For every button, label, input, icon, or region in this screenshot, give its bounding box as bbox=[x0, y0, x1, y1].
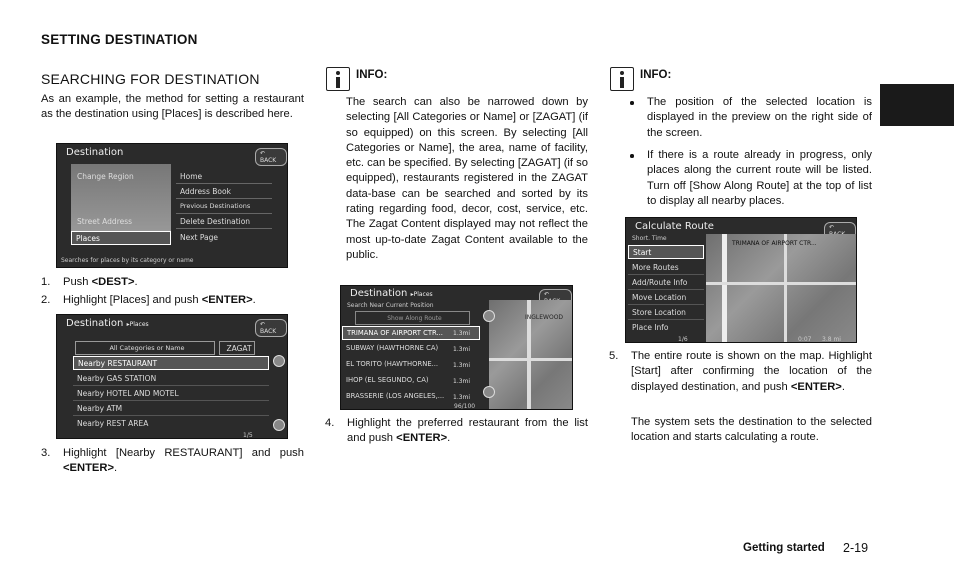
chapter-tab-marker bbox=[880, 84, 954, 126]
route-distance: 3.8 mi bbox=[822, 336, 841, 343]
result-distance: 1.3mi bbox=[453, 394, 471, 401]
step-text: Highlight [Nearby RESTAURANT] and push bbox=[63, 447, 304, 459]
info-box-1 bbox=[326, 67, 387, 91]
result-item-5[interactable]: BRASSERIE (LOS ANGELES,... bbox=[346, 392, 445, 400]
route-place-info[interactable]: Place Info bbox=[632, 323, 669, 332]
key-enter: <ENTER> bbox=[201, 294, 253, 306]
back-button[interactable] bbox=[255, 148, 287, 166]
info-2-bullet-1 bbox=[629, 95, 872, 141]
screen-title bbox=[66, 318, 149, 329]
bullet-text: If there is a route already in progress, only places along the current route will be listed. Turn off [Show Along Route] at the top of list to display all nearby places. bbox=[647, 149, 872, 207]
result-item-3[interactable]: EL TORITO (HAWTHORNE... bbox=[346, 360, 439, 368]
step-3 bbox=[41, 446, 304, 477]
key-enter: <ENTER> bbox=[396, 432, 448, 445]
back-label: BACK bbox=[260, 157, 277, 164]
menu-delete-destination[interactable]: Delete Destination bbox=[176, 215, 272, 229]
section-title: SEARCHING FOR DESTINATION bbox=[41, 71, 260, 87]
result-distance: 1.3mi bbox=[453, 378, 471, 385]
result-distance: 1.3mi bbox=[453, 346, 471, 353]
step-number: 2. bbox=[41, 294, 51, 306]
route-move-location[interactable]: Move Location bbox=[628, 291, 704, 305]
info-box-2 bbox=[610, 67, 671, 91]
key-dest: <DEST> bbox=[91, 276, 135, 288]
step-text-end: . bbox=[447, 432, 451, 445]
title-main: Destination bbox=[350, 288, 408, 299]
item-nearby-atm[interactable]: Nearby ATM bbox=[73, 402, 269, 416]
calculate-route-screenshot bbox=[625, 217, 857, 343]
road bbox=[489, 358, 573, 361]
destination-menu-screenshot bbox=[56, 143, 288, 268]
key-enter: <ENTER> bbox=[790, 380, 842, 393]
back-arrow-icon: ↶ bbox=[260, 321, 266, 328]
road bbox=[784, 234, 787, 343]
scroll-down-icon[interactable] bbox=[483, 386, 495, 398]
result-item-4[interactable]: IHOP (EL SEGUNDO, CA) bbox=[346, 376, 429, 384]
route-line bbox=[722, 234, 727, 343]
step-number: 3. bbox=[41, 447, 51, 459]
item-nearby-restaurant[interactable]: Nearby RESTAURANT bbox=[73, 356, 269, 370]
toggle-show-along-route[interactable]: Show Along Route bbox=[355, 311, 470, 325]
route-start[interactable]: Start bbox=[628, 245, 704, 259]
bullet-dot bbox=[629, 95, 647, 141]
step-number: 4. bbox=[325, 417, 335, 429]
title-sub: ▸Places bbox=[126, 321, 149, 328]
back-arrow-icon: ↶ bbox=[260, 150, 266, 157]
route-map bbox=[706, 234, 857, 343]
restaurant-list-screenshot bbox=[340, 285, 573, 410]
title-sub-text: Places bbox=[413, 291, 433, 298]
page-counter: 1/5 bbox=[243, 432, 253, 439]
info-2-bullet-2 bbox=[629, 148, 872, 209]
step-text: The entire route is shown on the map. Highlight [Start] after confirming the location of the displayed destination, and push bbox=[631, 350, 872, 393]
menu-address-book[interactable]: Address Book bbox=[176, 185, 272, 199]
step-5-note: The system sets the destination to the selected location and starts calculating a route. bbox=[631, 416, 872, 444]
filter-all-categories[interactable]: All Categories or Name bbox=[75, 341, 215, 355]
route-preference: Short. Time bbox=[632, 235, 667, 242]
item-nearby-rest-area[interactable]: Nearby REST AREA bbox=[77, 419, 149, 428]
screen-hint: Searches for places by its category or name bbox=[61, 257, 194, 264]
key-enter: <ENTER> bbox=[63, 462, 114, 475]
step-2 bbox=[41, 293, 304, 308]
route-store-location[interactable]: Store Location bbox=[628, 306, 704, 320]
destination-label: TRIMANA OF AIRPORT CTR... bbox=[732, 240, 817, 247]
scroll-down-icon[interactable] bbox=[273, 419, 285, 431]
scroll-up-icon[interactable] bbox=[483, 310, 495, 322]
menu-home[interactable]: Home bbox=[176, 170, 272, 184]
screen-title bbox=[350, 288, 433, 299]
step-text: Push bbox=[63, 276, 92, 288]
menu-next-page[interactable]: Next Page bbox=[180, 233, 219, 242]
back-button[interactable] bbox=[255, 319, 287, 337]
places-category-screenshot bbox=[56, 314, 288, 439]
screen-title: Calculate Route bbox=[635, 221, 714, 232]
bullet-dot bbox=[629, 148, 647, 209]
result-distance: 1.3mi bbox=[453, 330, 471, 337]
step-text: Highlight [Places] and push bbox=[63, 294, 202, 306]
step-4 bbox=[325, 416, 588, 447]
intro-paragraph: As an example, the method for setting a restaurant as the destination using [Places] is described here. bbox=[41, 93, 304, 121]
info-label: INFO: bbox=[356, 69, 388, 81]
search-subtitle: Search Near Current Position bbox=[347, 302, 434, 309]
result-distance: 1.3mi bbox=[453, 362, 471, 369]
title-sub-text: Places bbox=[129, 321, 149, 328]
road bbox=[706, 282, 857, 285]
menu-change-region[interactable]: Change Region bbox=[77, 172, 134, 181]
page-number: 2-19 bbox=[843, 541, 869, 555]
title-main: Destination bbox=[66, 318, 124, 329]
route-add-info[interactable]: Add/Route Info bbox=[628, 276, 704, 290]
footer-chapter: Getting started bbox=[743, 542, 825, 554]
map-preview bbox=[489, 300, 573, 410]
scroll-up-icon[interactable] bbox=[273, 355, 285, 367]
menu-places[interactable]: Places bbox=[71, 231, 171, 245]
info-icon bbox=[610, 67, 634, 91]
step-5 bbox=[609, 349, 872, 395]
step-text-end: . bbox=[113, 462, 118, 475]
step-text-end: . bbox=[252, 294, 256, 306]
menu-previous-destinations[interactable]: Previous Destinations bbox=[176, 200, 272, 214]
filter-zagat[interactable]: ZAGAT bbox=[219, 341, 255, 355]
back-arrow-icon: ↶ bbox=[829, 224, 835, 231]
page-counter: 96/100 bbox=[454, 403, 476, 410]
item-nearby-gas-station[interactable]: Nearby GAS STATION bbox=[73, 372, 269, 386]
screen-title: Destination bbox=[66, 147, 124, 158]
step-text-end: . bbox=[841, 380, 845, 393]
info-1-text: The search can also be narrowed down by selecting [All Categories or Name] or [ZAGAT] (if so equipped) on this screen. By selecting [All Categories or Name], the area, name of facility, etc. can be specified. By selecting [ZAGAT] (if so equipped), restaurants registered in the ZAGAT data-base can be searched and sorted by its rating regarding food, decor, cost, service, etc. The Zagat Content displayed may not reflect the most up-to-date Zagat Content available to the public. bbox=[346, 96, 588, 261]
info-icon bbox=[326, 67, 350, 91]
item-nearby-hotel[interactable]: Nearby HOTEL AND MOTEL bbox=[73, 387, 269, 401]
title-sub: ▸Places bbox=[410, 291, 433, 298]
result-item-2[interactable]: SUBWAY (HAWTHORNE CA) bbox=[346, 344, 439, 352]
step-text: Highlight the preferred restaurant from the list and push bbox=[347, 417, 588, 445]
step-number: 5. bbox=[609, 350, 619, 362]
step-number: 1. bbox=[41, 276, 51, 288]
menu-street-address[interactable]: Street Address bbox=[77, 217, 133, 226]
route-more-routes[interactable]: More Routes bbox=[628, 261, 704, 275]
info-label: INFO: bbox=[640, 69, 672, 81]
page-counter: 1/6 bbox=[678, 336, 688, 343]
bullet-text: The position of the selected location is displayed in the preview on the right side of the screen. bbox=[647, 96, 872, 139]
result-item-1[interactable]: TRIMANA OF AIRPORT CTR... bbox=[342, 326, 480, 340]
step-text-end: . bbox=[134, 276, 138, 288]
map-label: INGLEWOOD bbox=[525, 314, 564, 321]
page-heading: SETTING DESTINATION bbox=[41, 32, 198, 47]
step-1 bbox=[41, 275, 304, 290]
back-label: BACK bbox=[260, 328, 277, 335]
route-time: 0:07 bbox=[798, 336, 812, 343]
back-arrow-icon: ↶ bbox=[544, 291, 550, 298]
